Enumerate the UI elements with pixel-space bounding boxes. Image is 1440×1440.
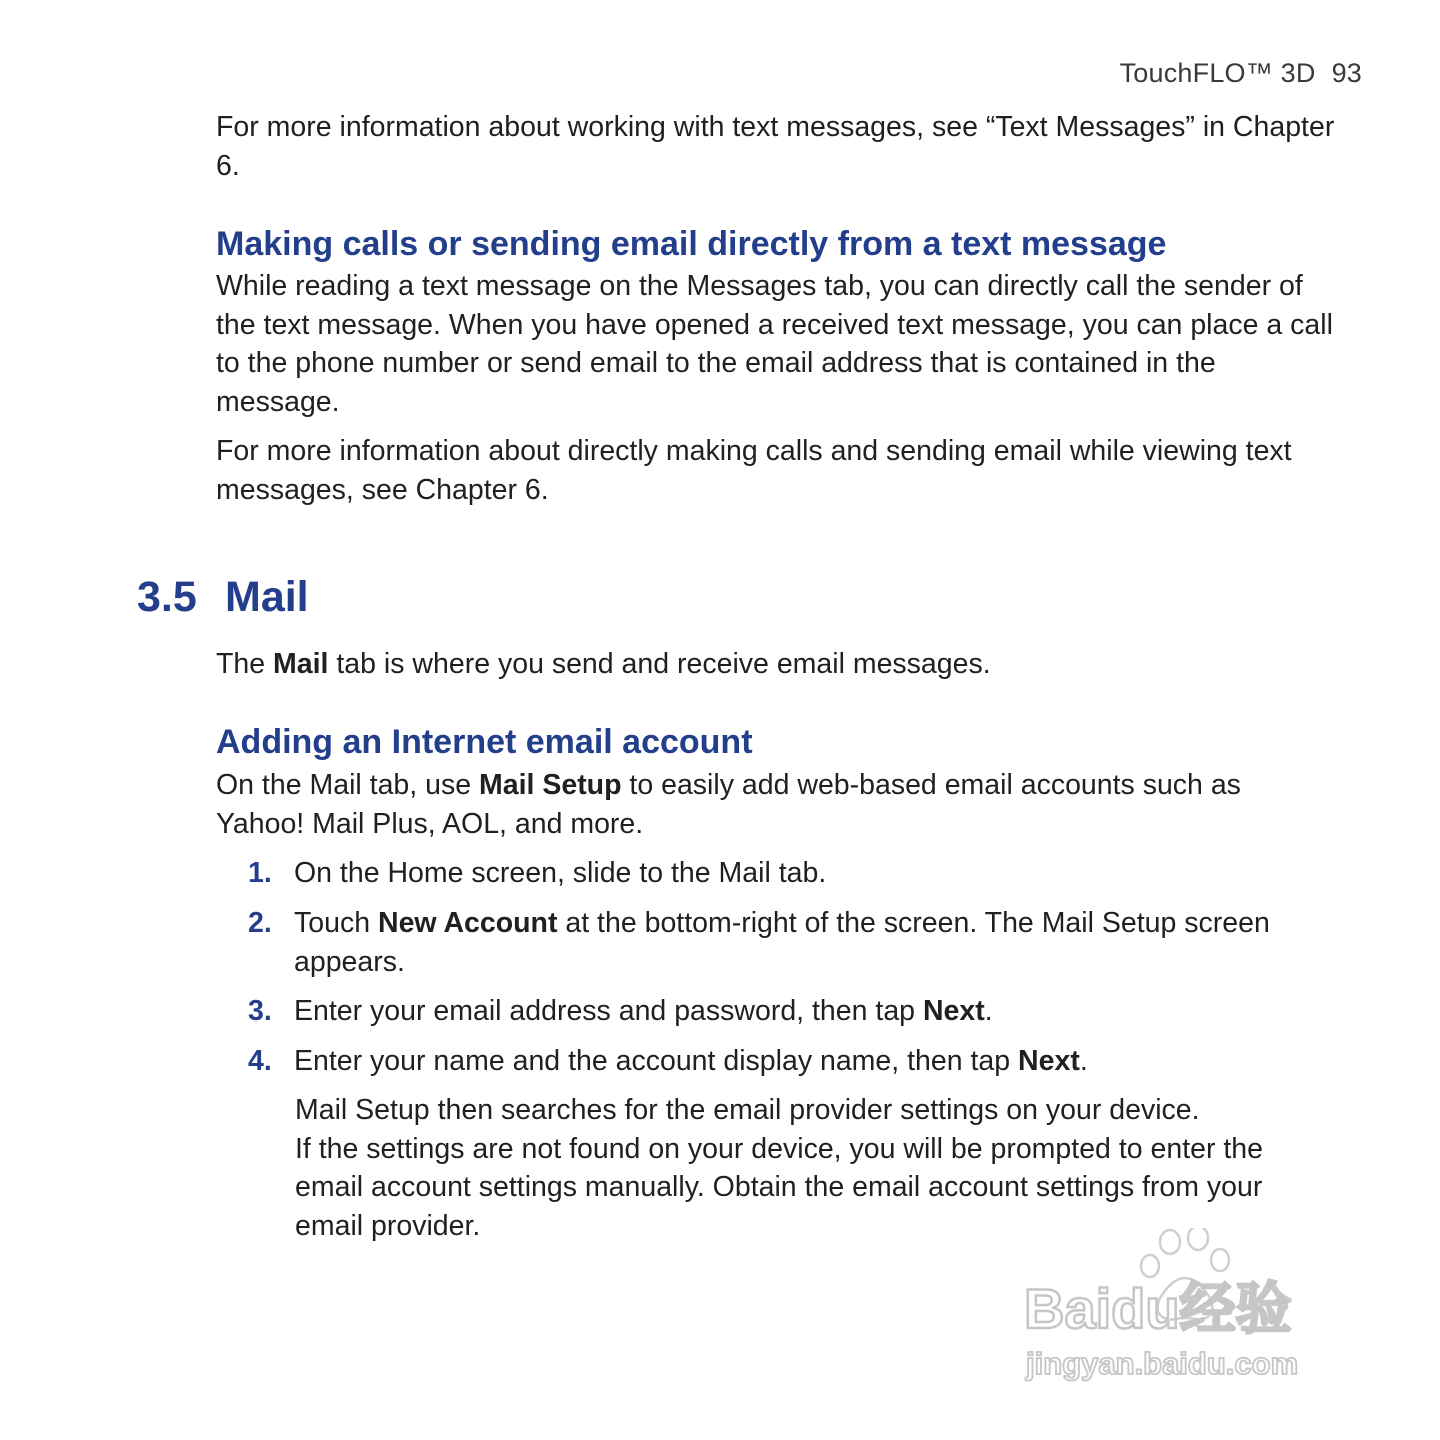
page-number: 93 — [1331, 58, 1362, 88]
watermark-brand: Baidu经验 — [1024, 1277, 1292, 1340]
list-item — [248, 1042, 1338, 1081]
intro-paragraph: For more information about working with text messages, see “Text Messages” in Chapter 6. — [216, 111, 1335, 182]
list-item — [248, 854, 1338, 893]
step-number: 1. — [248, 857, 272, 889]
mail-intro-paragraph: The Mail tab is where you send and receive email messages. — [216, 648, 991, 680]
adding-account-paragraph: On the Mail tab, use Mail Setup to easily add web-based email accounts such as Yahoo! Mail Plus, AOL, and more. — [216, 769, 1241, 840]
making-calls-reference: For more information about directly making calls and sending email while viewing text messages, see Chapter 6. — [216, 435, 1292, 506]
step-text: Enter your email address and password, then tap Next. — [294, 995, 993, 1027]
watermark-url: jingyan.baidu.com — [1026, 1346, 1299, 1381]
section-number: 3.5 — [137, 573, 197, 621]
header-title: TouchFLO™ 3D — [1119, 58, 1316, 88]
mail-setup-term: Mail Setup — [478, 769, 622, 801]
mail-tab-term: Mail — [273, 648, 329, 680]
next-term: Next — [922, 995, 985, 1027]
baidu-watermark — [1020, 1228, 1360, 1388]
step-number: 4. — [248, 1045, 272, 1077]
new-account-term: New Account — [377, 907, 558, 939]
baidu-paw-logo-icon — [1020, 1228, 1360, 1388]
section-title: Mail — [225, 573, 309, 621]
step-number: 2. — [248, 907, 272, 939]
heading-making-calls: Making calls or sending email directly from a text message — [216, 225, 1167, 263]
step-text: On the Home screen, slide to the Mail tab. — [294, 857, 827, 889]
list-item — [248, 992, 1338, 1031]
list-item — [248, 904, 1338, 981]
step-number: 3. — [248, 995, 272, 1027]
running-header — [1120, 58, 1362, 89]
mail-setup-note: Mail Setup then searches for the email provider settings on your device. If the settings are not found on your device, you will be prompted to enter the email account settings manually. Obtain the email account settings from your email provider. — [295, 1094, 1263, 1242]
next-term: Next — [1018, 1045, 1080, 1077]
step-text: Enter your name and the account display name, then tap Next. — [294, 1045, 1088, 1077]
section-heading-mail — [137, 572, 309, 622]
step-text: Touch New Account at the bottom-right of the screen. The Mail Setup screen appears. — [294, 907, 1270, 978]
making-calls-paragraph: While reading a text message on the Messages tab, you can directly call the sender of the text message. When you have opened a received text message, you can place a call to the phone number or send email to the email address that is contained in the message. — [216, 270, 1333, 418]
heading-adding-account: Adding an Internet email account — [216, 723, 753, 761]
